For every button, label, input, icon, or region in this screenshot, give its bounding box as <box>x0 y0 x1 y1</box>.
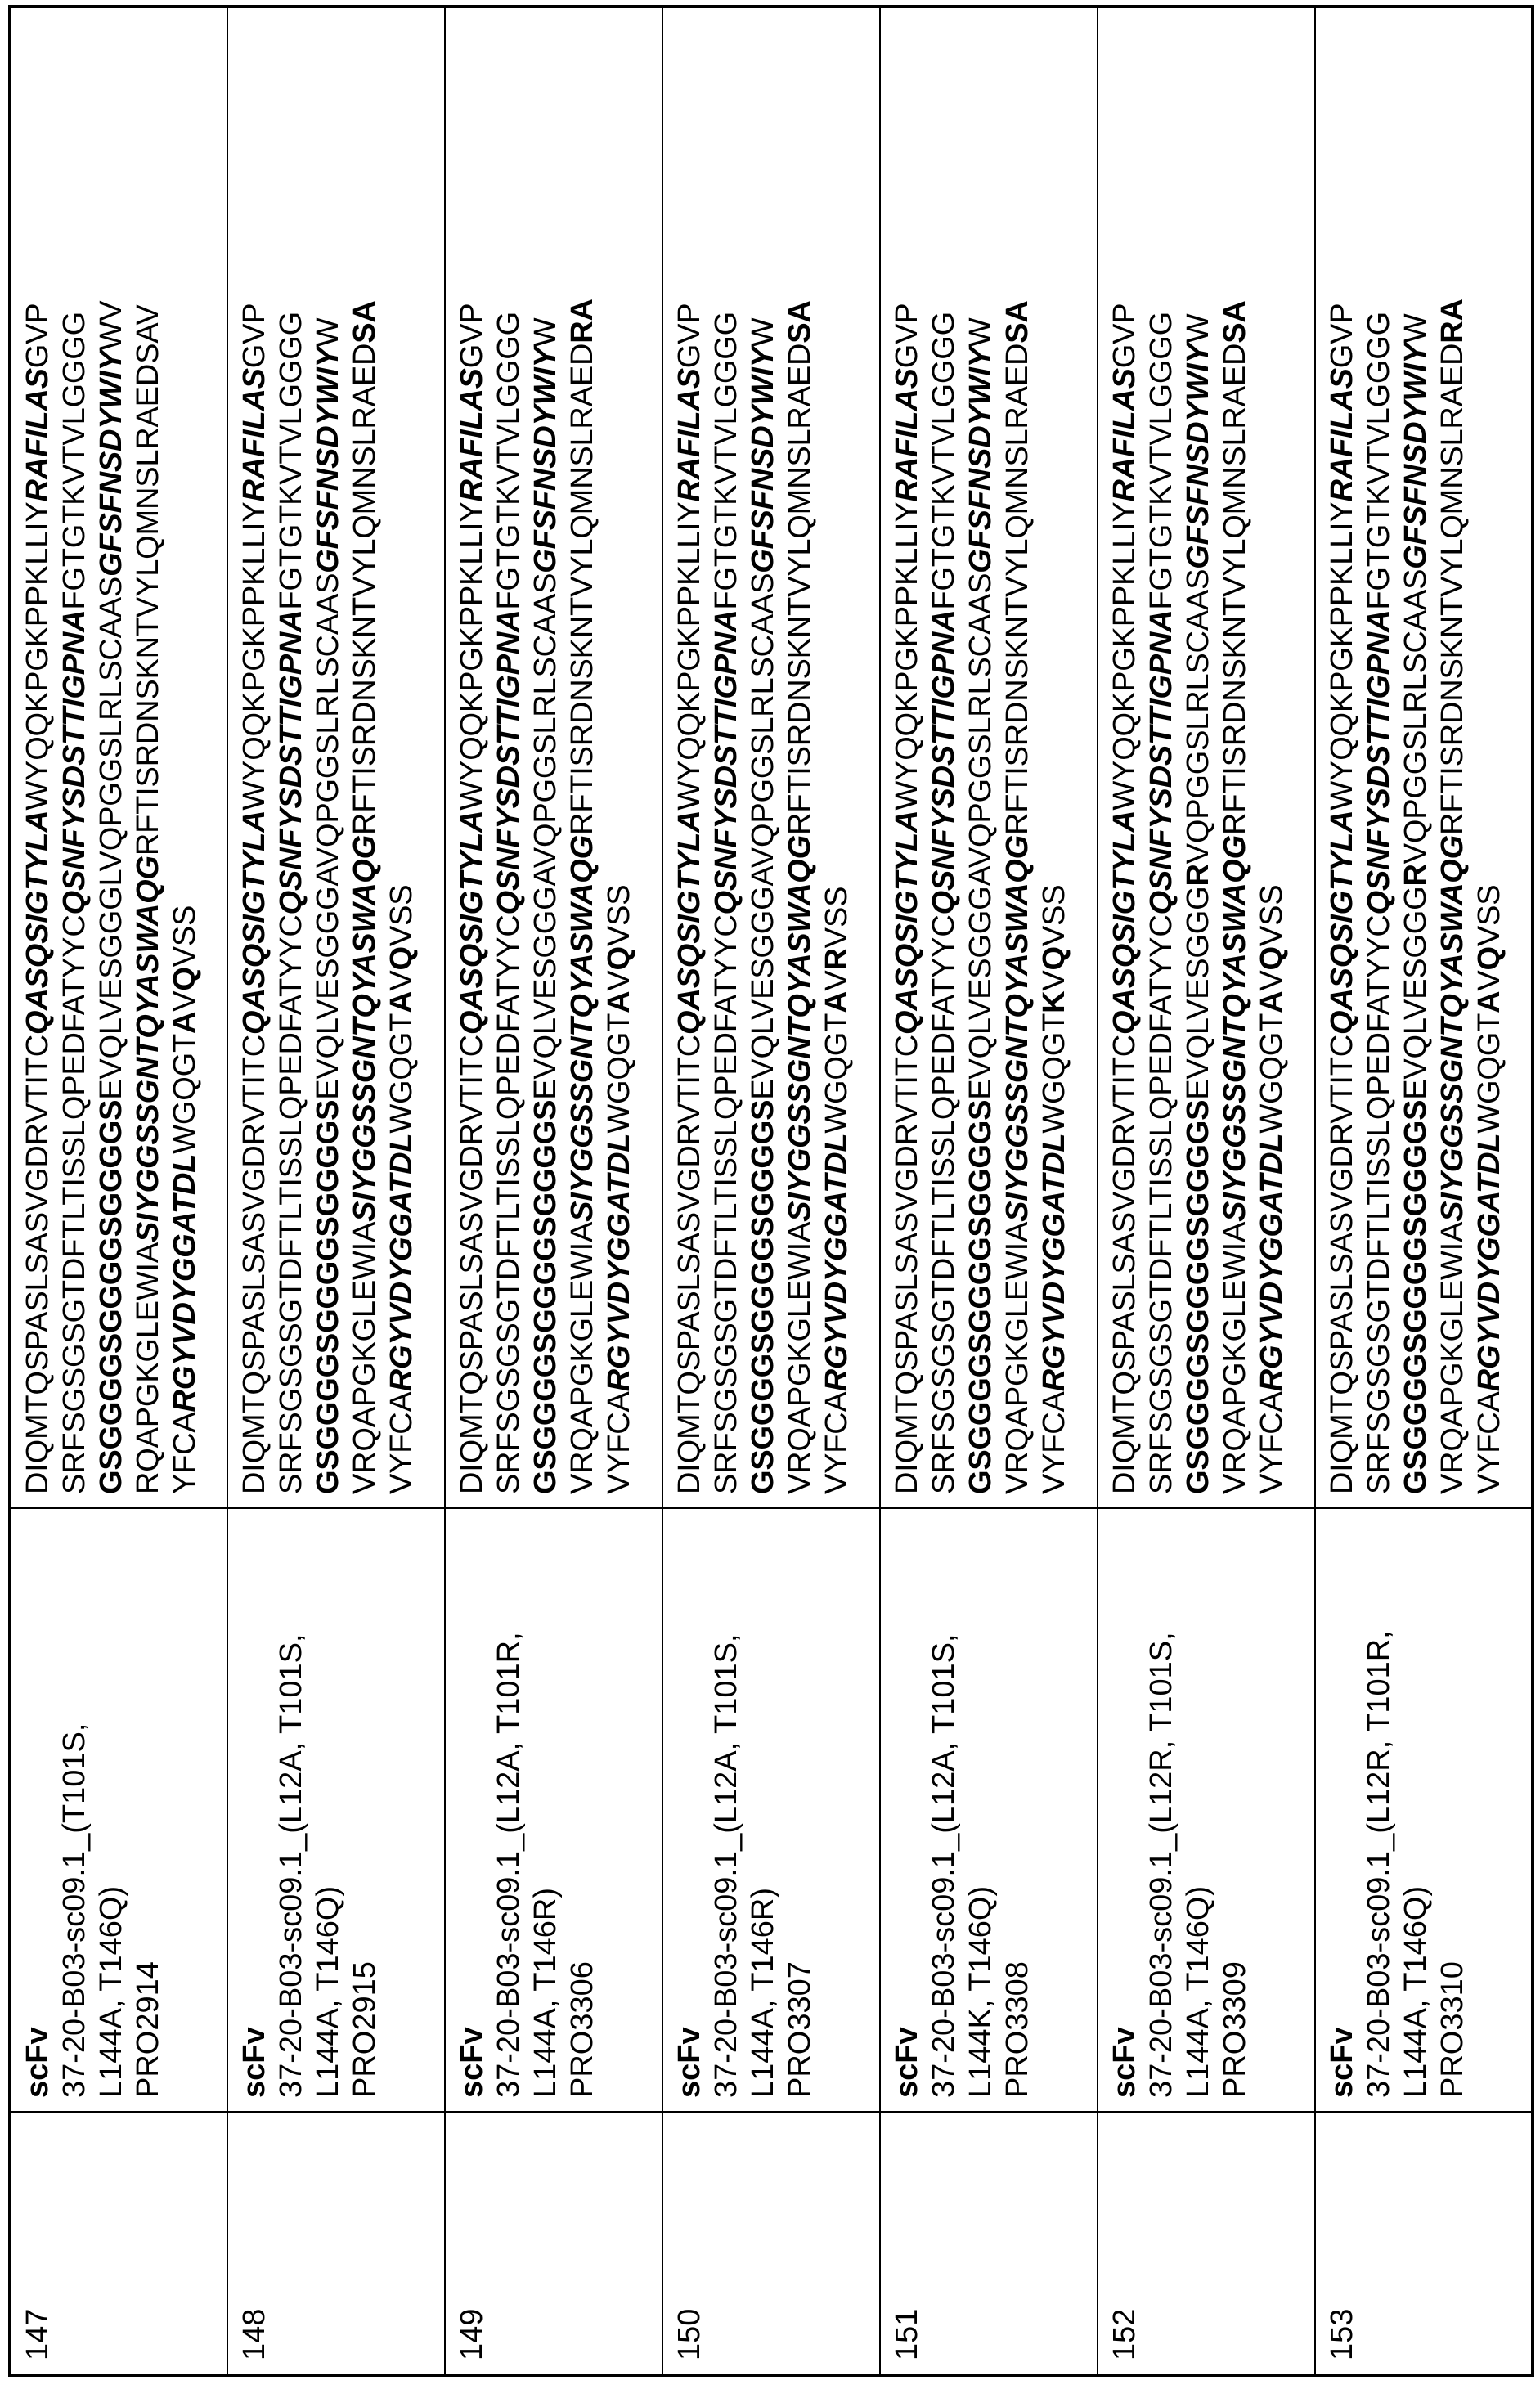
bold-segment: SA <box>348 300 382 344</box>
cdr-segment: RGYVDYGGATDL <box>1472 1133 1506 1392</box>
sequence-line <box>93 20 130 1494</box>
bold-segment: RA <box>1435 299 1470 344</box>
construct-name-line: 37-20-B03-sc09.1_(L12A, T101R, <box>492 1632 526 2098</box>
sequence-segment: WYQQKPGKPPKLLIY <box>1325 501 1359 811</box>
bold-segment: A <box>1472 990 1506 1013</box>
sequence-segment: SRFSGSGSGTDFTLTISSLQPEDFATYYC <box>1144 914 1179 1494</box>
cdr-segment: SIYGGSSGNTQYASWAQG <box>1435 834 1470 1222</box>
sequence-segment: W <box>1181 313 1215 344</box>
cdr-segment: QASQSIGTYLA <box>1325 810 1359 1035</box>
bold-segment: A <box>819 990 854 1013</box>
cdr-segment: SIYGGSSGNTQYASWAQG <box>131 856 165 1242</box>
bold-segment: R <box>1399 864 1433 887</box>
sequence-line <box>347 20 384 1494</box>
sequence-segment: EVQLVESGGGAVQPGGSLRLSCAAS <box>528 573 563 1100</box>
sequence-segment: FGTGTKVTVLGGGG <box>274 312 308 610</box>
cdr-segment: QASQSIGTYLA <box>672 810 707 1035</box>
sequence-line <box>310 20 347 1494</box>
sequence-line <box>1036 20 1073 1494</box>
sequence-line <box>1217 20 1254 1494</box>
sequence-segment: RFTISRDNSKNTVYLQMNSLRAED <box>1000 343 1035 835</box>
cdr-segment: GFSFNSDYWIY <box>746 347 780 573</box>
bold-segment: RA <box>565 299 599 344</box>
cdr-segment: GFSFNSDYWIY <box>1399 343 1433 569</box>
cdr-segment: SIYGGSSGNTQYASWAQG <box>348 834 382 1222</box>
sequence-segment: EVQLVESGGG <box>1181 886 1215 1100</box>
sequence-cell <box>10 7 227 1508</box>
cdr-segment: RAFILAS <box>672 368 707 502</box>
construct-name-line: 37-20-B03-sc09.1_(L12A, T101S, <box>927 1633 961 2098</box>
construct-name-line: PRO2915 <box>348 1961 382 2098</box>
sequence-segment: DIQMTQSPASLSASVGDRVTITC <box>455 1035 489 1494</box>
sequence-line <box>745 20 782 1494</box>
cdr-segment: RGYVDYGGATDL <box>1037 1133 1071 1392</box>
sequence-segment: RFTISRDNSKNTVYLQMNSLRAED <box>348 343 382 835</box>
seq-id-cell <box>227 2112 445 2375</box>
bold-segment: SA <box>1000 300 1035 344</box>
construct-name-cell <box>227 1508 445 2112</box>
table-row <box>227 7 445 2375</box>
bold-segment: R <box>1181 864 1215 887</box>
cdr-segment: QSNFYSDSTTIGPNA <box>492 609 526 915</box>
cdr-segment: RGYVDYGGATDL <box>819 1133 854 1392</box>
sequence-segment: WYQQKPGKPPKLLIY <box>20 501 55 811</box>
sequence-segment: VSS <box>602 884 636 947</box>
sequence-segment: EVQLVESGGGAVQPGGSLRLSCAAS <box>746 573 780 1100</box>
bold-segment: GSGGGGSGGGGSGGGGS <box>963 1099 998 1494</box>
sequence-segment: FGTGTKVTVLGGGG <box>492 312 526 610</box>
cdr-segment: SIYGGSSGNTQYASWAQG <box>565 834 599 1222</box>
sequence-segment: RFTISRDNSKNTVYLQMNSLRAED <box>1218 343 1252 835</box>
sequence-line <box>236 20 273 1494</box>
construct-name-line: PRO2914 <box>131 1961 165 2098</box>
sequence-segment: SRFSGSGSGTDFTLTISSLQPEDFATYYC <box>57 914 92 1494</box>
sequence-line <box>56 20 93 1494</box>
cdr-segment: SIYGGSSGNTQYASWAQG <box>783 834 817 1222</box>
bold-segment: K <box>1037 990 1071 1013</box>
sequence-segment: VSS <box>168 905 202 968</box>
sequence-table-body <box>10 7 1533 2375</box>
construct-name-line: L144A, T146R) <box>746 1887 780 2098</box>
cdr-segment: RAFILAS <box>890 368 924 502</box>
cdr-segment: QASQSIGTYLA <box>20 810 55 1035</box>
sequence-segment: FGTGTKVTVLGGGG <box>927 312 961 610</box>
sequence-segment: WGQGT <box>1037 1013 1071 1134</box>
seq-id: 148 <box>237 2308 272 2360</box>
sequence-line <box>889 20 926 1494</box>
sequence-line <box>1361 20 1398 1494</box>
construct-name-cell <box>10 1508 227 2112</box>
sequence-segment: VSS <box>819 886 854 949</box>
cdr-segment: QSNFYSDSTTIGPNA <box>274 609 308 915</box>
table-row <box>10 7 227 2375</box>
bold-segment: GSGGGGSGGGGSGGGGS <box>1181 1099 1215 1494</box>
sequence-segment: VYFCA <box>1255 1391 1289 1494</box>
sequence-segment: GVP <box>455 303 489 369</box>
cdr-segment: QSNFYSDSTTIGPNA <box>1362 609 1396 915</box>
seq-id-cell <box>1315 2112 1533 2375</box>
bold-segment: SA <box>1218 300 1252 344</box>
cdr-segment: RGYVDYGGATDL <box>602 1133 636 1392</box>
construct-name-line: L144K, T146Q) <box>963 1885 998 2098</box>
construct-name-cell <box>880 1508 1098 2112</box>
cdr-segment: GFSFNSDYWIY <box>311 347 345 573</box>
sequence-line <box>708 20 745 1494</box>
sequence-line <box>1398 20 1434 1494</box>
sequence-segment: WGQGT <box>384 1013 419 1134</box>
sequence-segment: WYQQKPGKPPKLLIY <box>1107 501 1142 811</box>
cdr-segment: GFSFNSDYWIY <box>963 347 998 573</box>
sequence-line <box>564 20 601 1494</box>
seq-id: 150 <box>672 2308 707 2360</box>
sequence-cell <box>662 7 880 1508</box>
construct-name-cell <box>445 1508 662 2112</box>
sequence-segment: GVP <box>1107 303 1142 369</box>
sequence-segment: W <box>1399 313 1433 344</box>
sequence-line <box>130 20 167 1494</box>
sequence-segment: DIQMTQSPASLSASVGDRVTITC <box>1325 1035 1359 1494</box>
seq-id-cell <box>662 2112 880 2375</box>
bold-segment: A <box>168 1011 202 1034</box>
sequence-segment: V <box>384 970 419 991</box>
sequence-segment: V <box>819 970 854 991</box>
cdr-segment: RGYVDYGGATDL <box>168 1153 202 1413</box>
sequence-table <box>8 5 1534 2377</box>
sequence-segment: VRQAPGKGLEWIA <box>1218 1221 1252 1494</box>
format-label: scFv <box>890 2027 924 2098</box>
sequence-segment: VYFCA <box>384 1391 419 1494</box>
construct-name-line: L144A, T146R) <box>528 1887 563 2098</box>
bold-segment: Q <box>384 946 419 971</box>
sequence-segment: VRQAPGKGLEWIA <box>1435 1221 1470 1494</box>
sequence-segment: DIQMTQSPASLSASVGDRVTITC <box>890 1035 924 1494</box>
sequence-segment: VSS <box>384 884 419 947</box>
cdr-segment: RAFILAS <box>237 368 272 502</box>
sequence-line <box>20 20 56 1494</box>
sequence-line <box>1107 20 1143 1494</box>
bold-segment: Q <box>1472 946 1506 971</box>
format-label: scFv <box>1107 2027 1142 2098</box>
sequence-segment: WYQQKPGKPPKLLIY <box>890 501 924 811</box>
format-label: scFv <box>237 2027 272 2098</box>
sequence-cell <box>1098 7 1315 1508</box>
construct-name-cell <box>1315 1508 1533 2112</box>
sequence-segment: DIQMTQSPASLSASVGDRVTITC <box>237 1035 272 1494</box>
construct-name-line: 37-20-B03-sc09.1_(T101S, <box>57 1722 92 2098</box>
sequence-segment: WGQGT <box>819 1013 854 1134</box>
seq-id: 147 <box>20 2308 55 2360</box>
cdr-segment: QASQSIGTYLA <box>455 810 489 1035</box>
sequence-segment: EVQLVESGGGLVQPGGSLRLSCAAS <box>94 576 128 1100</box>
sequence-segment: FGTGTKVTVLGGGG <box>1362 312 1396 610</box>
seq-id: 151 <box>890 2308 924 2360</box>
sequence-segment: GVP <box>672 303 707 369</box>
cdr-segment: QASQSIGTYLA <box>1107 810 1142 1035</box>
sequence-segment: WGQGT <box>1472 1013 1506 1134</box>
construct-name-line: 37-20-B03-sc09.1_(L12A, T101S, <box>709 1633 743 2098</box>
cdr-segment: QSNFYSDSTTIGPNA <box>57 609 92 915</box>
cdr-segment: GFSFNSDYWIY <box>1181 343 1215 569</box>
seq-id-cell <box>880 2112 1098 2375</box>
sequence-segment: VYFCA <box>1037 1391 1071 1494</box>
format-label: scFv <box>455 2027 489 2098</box>
bold-segment: GSGGGGSGGGGSGGGGS <box>528 1099 563 1494</box>
sequence-segment: VQPGGSLRLSCAAS <box>1399 568 1433 865</box>
bold-segment: Q <box>602 946 636 971</box>
sequence-segment: VYFCA <box>1472 1391 1506 1494</box>
sequence-segment: RQAPGKGLEWIA <box>131 1242 165 1494</box>
sequence-line <box>1324 20 1361 1494</box>
sequence-segment: V <box>602 970 636 991</box>
sequence-segment: RFTISRDNSKNTVYLQMNSLRAED <box>1435 343 1470 835</box>
sequence-segment: V <box>1037 970 1071 991</box>
format-label: scFv <box>1325 2027 1359 2098</box>
sequence-segment: GVP <box>1325 303 1359 369</box>
cdr-segment: RAFILAS <box>1325 368 1359 502</box>
cdr-segment: RAFILAS <box>20 368 55 502</box>
sequence-segment: WGQGT <box>1255 1013 1289 1134</box>
sequence-line <box>963 20 999 1494</box>
construct-name-line: PRO3307 <box>783 1961 817 2098</box>
bold-segment: GSGGGGSGGGGSGGGGS <box>1399 1099 1433 1494</box>
sequence-segment: WGQGT <box>168 1034 202 1154</box>
seq-id-cell <box>1098 2112 1315 2375</box>
sequence-line <box>167 20 204 1494</box>
sequence-segment: WYQQKPGKPPKLLIY <box>455 501 489 811</box>
sequence-segment: VRQAPGKGLEWIA <box>348 1221 382 1494</box>
cdr-segment: SIYGGSSGNTQYASWAQG <box>1000 834 1035 1222</box>
sequence-segment: VQPGGSLRLSCAAS <box>1181 568 1215 865</box>
bold-segment: A <box>602 990 636 1013</box>
format-label: scFv <box>672 2027 707 2098</box>
seq-id: 152 <box>1107 2308 1142 2360</box>
sequence-line <box>671 20 708 1494</box>
sequence-line <box>601 20 638 1494</box>
sequence-line <box>1143 20 1180 1494</box>
cdr-segment: RAFILAS <box>1107 368 1142 502</box>
rotated-page <box>8 8 1533 2377</box>
bold-segment: GSGGGGSGGGGSGGGGS <box>746 1099 780 1494</box>
sequence-segment: RFTISRDNSKNTVYLQMNSLRAEDSAV <box>131 304 165 856</box>
sequence-line <box>384 20 420 1494</box>
bold-segment: SA <box>783 300 817 344</box>
sequence-cell <box>880 7 1098 1508</box>
cdr-segment: QASQSIGTYLA <box>890 810 924 1035</box>
format-label: scFv <box>20 2027 55 2098</box>
bold-segment: GSGGGGSGGGGSGGGGS <box>311 1099 345 1494</box>
cdr-segment: QSNFYSDSTTIGPNA <box>1144 609 1179 915</box>
sequence-segment: DIQMTQSPASLSASVGDRVTITC <box>1107 1035 1142 1494</box>
cdr-segment: QSNFYSDSTTIGPNA <box>927 609 961 915</box>
construct-name-line: L144A, T146Q) <box>311 1885 345 2098</box>
construct-name-cell <box>662 1508 880 2112</box>
construct-name-line: PRO3309 <box>1218 1961 1252 2098</box>
seq-id-cell <box>10 2112 227 2375</box>
table-row <box>1098 7 1315 2375</box>
sequence-segment: WV <box>94 300 128 351</box>
sequence-segment: W <box>963 317 998 348</box>
construct-name-line: L144A, T146Q) <box>1399 1885 1433 2098</box>
sequence-segment: VSS <box>1255 884 1289 947</box>
sequence-segment: YFCA <box>168 1412 202 1494</box>
cdr-segment: SIYGGSSGNTQYASWAQG <box>1218 834 1252 1222</box>
sequence-segment: V <box>1472 970 1506 991</box>
sequence-segment: FGTGTKVTVLGGGG <box>1144 312 1179 610</box>
sequence-segment: VSS <box>1472 884 1506 947</box>
sequence-segment: WGQGT <box>602 1013 636 1134</box>
sequence-segment: SRFSGSGSGTDFTLTISSLQPEDFATYYC <box>274 914 308 1494</box>
sequence-segment: VRQAPGKGLEWIA <box>783 1221 817 1494</box>
table-row <box>880 7 1098 2375</box>
sequence-line <box>782 20 819 1494</box>
table-row <box>662 7 880 2375</box>
sequence-segment: VYFCA <box>819 1391 854 1494</box>
bold-segment: GSGGGGSGGGGSGGGGS <box>94 1099 128 1494</box>
sequence-segment: SRFSGSGSGTDFTLTISSLQPEDFATYYC <box>927 914 961 1494</box>
sequence-line <box>491 20 528 1494</box>
sequence-segment: VRQAPGKGLEWIA <box>565 1221 599 1494</box>
sequence-segment: V <box>1255 970 1289 991</box>
sequence-line <box>1180 20 1217 1494</box>
sequence-segment: GVP <box>237 303 272 369</box>
sequence-segment: VSS <box>1037 884 1071 947</box>
sequence-segment: EVQLVESGGGAVQPGGSLRLSCAAS <box>311 573 345 1100</box>
cdr-segment: GFSFNSDYWIY <box>94 350 128 577</box>
sequence-segment: WYQQKPGKPPKLLIY <box>237 501 272 811</box>
cdr-segment: GFSFNSDYWIY <box>528 347 563 573</box>
sequence-segment: FGTGTKVTVLGGGG <box>57 312 92 610</box>
construct-name-line: 37-20-B03-sc09.1_(L12A, T101S, <box>274 1633 308 2098</box>
cdr-segment: RGYVDYGGATDL <box>384 1133 419 1392</box>
sequence-segment: W <box>528 317 563 348</box>
sequence-segment: SRFSGSGSGTDFTLTISSLQPEDFATYYC <box>492 914 526 1494</box>
construct-name-line: PRO3310 <box>1435 1961 1470 2098</box>
sequence-cell <box>227 7 445 1508</box>
sequence-line <box>1471 20 1508 1494</box>
bold-segment: Q <box>1037 946 1071 971</box>
construct-name-line: L144A, T146Q) <box>94 1885 128 2098</box>
sequence-line <box>926 20 963 1494</box>
sequence-segment: W <box>746 317 780 348</box>
sequence-segment: RFTISRDNSKNTVYLQMNSLRAED <box>565 343 599 835</box>
cdr-segment: QSNFYSDSTTIGPNA <box>709 609 743 915</box>
sequence-segment: FGTGTKVTVLGGGG <box>709 312 743 610</box>
seq-id: 149 <box>455 2308 489 2360</box>
sequence-segment: DIQMTQSPASLSASVGDRVTITC <box>672 1035 707 1494</box>
construct-name-line: 37-20-B03-sc09.1_(L12R, T101R, <box>1362 1630 1396 2098</box>
sequence-line <box>999 20 1036 1494</box>
sequence-line <box>1434 20 1471 1494</box>
cdr-segment: RGYVDYGGATDL <box>1255 1133 1289 1392</box>
sequence-line <box>273 20 310 1494</box>
sequence-segment: WYQQKPGKPPKLLIY <box>672 501 707 811</box>
construct-name-cell <box>1098 1508 1315 2112</box>
sequence-line <box>819 20 855 1494</box>
bold-segment: R <box>819 948 854 971</box>
sequence-segment: RFTISRDNSKNTVYLQMNSLRAED <box>783 343 817 835</box>
bold-segment: A <box>1255 990 1289 1013</box>
table-row <box>445 7 662 2375</box>
sequence-cell <box>1315 7 1533 1508</box>
sequence-segment: EVQLVESGGG <box>1399 886 1433 1100</box>
sequence-segment: VRQAPGKGLEWIA <box>1000 1221 1035 1494</box>
sequence-segment: V <box>168 990 202 1012</box>
sequence-line <box>1254 20 1291 1494</box>
construct-name-line: 37-20-B03-sc09.1_(L12R, T101S, <box>1144 1632 1179 2098</box>
cdr-segment: QASQSIGTYLA <box>237 810 272 1035</box>
sequence-line <box>528 20 564 1494</box>
sequence-segment: W <box>311 317 345 348</box>
sequence-cell <box>445 7 662 1508</box>
sequence-line <box>454 20 491 1494</box>
bold-segment: Q <box>168 967 202 991</box>
construct-name-line: PRO3306 <box>565 1961 599 2098</box>
seq-id: 153 <box>1325 2308 1359 2360</box>
bold-segment: A <box>384 990 419 1013</box>
sequence-segment: DIQMTQSPASLSASVGDRVTITC <box>20 1035 55 1494</box>
table-row <box>1315 7 1533 2375</box>
construct-name-line: L144A, T146Q) <box>1181 1885 1215 2098</box>
bold-segment: Q <box>1255 946 1289 971</box>
sequence-segment: SRFSGSGSGTDFTLTISSLQPEDFATYYC <box>1362 914 1396 1494</box>
sequence-segment: EVQLVESGGGAVQPGGSLRLSCAAS <box>963 573 998 1100</box>
sequence-segment: GVP <box>20 303 55 369</box>
cdr-segment: RAFILAS <box>455 368 489 502</box>
seq-id-cell <box>445 2112 662 2375</box>
sequence-segment: GVP <box>890 303 924 369</box>
sequence-segment: SRFSGSGSGTDFTLTISSLQPEDFATYYC <box>709 914 743 1494</box>
sequence-segment: VYFCA <box>602 1391 636 1494</box>
construct-name-line: PRO3308 <box>1000 1961 1035 2098</box>
